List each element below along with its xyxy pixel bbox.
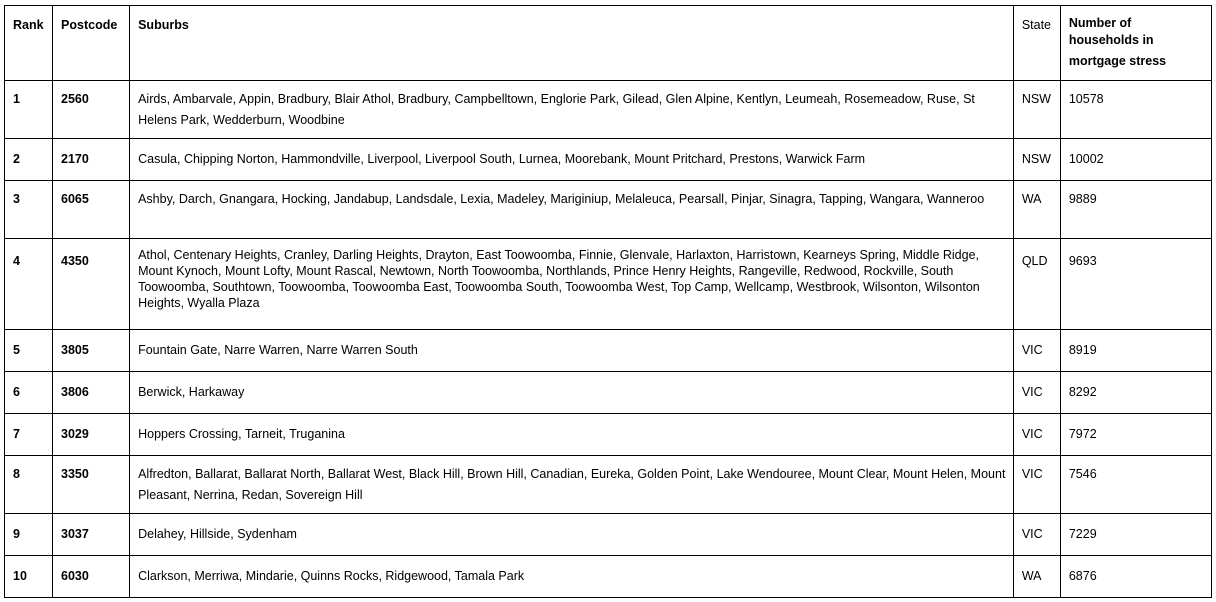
postcode-cell: 3805 [53,330,130,372]
rank-cell: 3 [5,181,53,239]
suburbs-cell: Hoppers Crossing, Tarneit, Truganina [130,414,1014,456]
postcode-cell: 6065 [53,181,130,239]
state-cell: VIC [1013,330,1060,372]
households-cell: 10002 [1060,139,1211,181]
suburbs-cell: Athol, Centenary Heights, Cranley, Darling Heights, Drayton, East Toowoomba, Finnie, Glenvale, Harlaxton, Harristown, Kearneys Spring, Middle Ridge, Mount Kynoch, Mount Lofty, Mount Rascal, Newtown, North Toowoomba, Northlands, Prince Henry Heights, Rangeville, Redwood, Rockville, South Toowoomba, Southtown, Toowoomba, Toowoomba East, Toowoomba South, Toowoomba West, Top Camp, Wellcamp, Westbrook, Wilsonton, Wilsonton Heights, Wyalla Plaza [130,239,1014,330]
postcode-cell: 2170 [53,139,130,181]
suburbs-cell: Casula, Chipping Norton, Hammondville, Liverpool, Liverpool South, Lurnea, Moorebank, Mount Pritchard, Prestons, Warwick Farm [130,139,1014,181]
households-cell: 7546 [1060,456,1211,514]
postcode-cell: 3350 [53,456,130,514]
table-row [5,514,1212,556]
suburbs-cell: Delahey, Hillside, Sydenham [130,514,1014,556]
suburbs-cell: Berwick, Harkaway [130,372,1014,414]
postcode-cell: 2560 [53,81,130,139]
postcode-cell: 3037 [53,514,130,556]
households-cell: 8292 [1060,372,1211,414]
header-households [1060,6,1211,81]
header-households-line-2: households in [1068,33,1154,47]
state-cell: VIC [1013,372,1060,414]
households-cell: 7229 [1060,514,1211,556]
table-row [5,456,1212,514]
rank-cell: 5 [5,330,53,372]
rank-cell: 8 [5,456,53,514]
table-row [5,239,1212,330]
state-cell: WA [1013,556,1060,598]
suburbs-cell: Airds, Ambarvale, Appin, Bradbury, Blair Athol, Bradbury, Campbelltown, Englorie Park, Gilead, Glen Alpine, Kentlyn, Leumeah, Rosemeadow, Ruse, St Helens Park, Wedderburn, Woodbine [130,81,1014,139]
rank-cell: 9 [5,514,53,556]
table-row [5,372,1212,414]
households-cell: 7972 [1060,414,1211,456]
postcode-cell: 3806 [53,372,130,414]
suburbs-cell: Ashby, Darch, Gnangara, Hocking, Jandabup, Landsdale, Lexia, Madeley, Mariginiup, Melaleuca, Pearsall, Pinjar, Sinagra, Tapping, Wangara, Wanneroo [130,181,1014,239]
rank-cell: 10 [5,556,53,598]
state-cell: VIC [1013,514,1060,556]
households-cell: 9889 [1060,181,1211,239]
households-cell: 10578 [1060,81,1211,139]
rank-cell: 4 [5,239,53,330]
header-suburbs: Suburbs [130,6,1014,81]
table-row [5,139,1212,181]
state-cell: NSW [1013,139,1060,181]
rank-cell: 6 [5,372,53,414]
rank-cell: 2 [5,139,53,181]
state-cell: NSW [1013,81,1060,139]
rank-cell: 7 [5,414,53,456]
mortgage-stress-table [4,5,1212,598]
header-households-line-1: Number of [1068,16,1132,30]
header-postcode: Postcode [53,6,130,81]
suburbs-cell: Fountain Gate, Narre Warren, Narre Warren South [130,330,1014,372]
rank-cell: 1 [5,81,53,139]
header-households-line-3: mortgage stress [1068,54,1167,68]
households-cell: 9693 [1060,239,1211,330]
households-cell: 8919 [1060,330,1211,372]
suburbs-cell: Alfredton, Ballarat, Ballarat North, Ballarat West, Black Hill, Brown Hill, Canadian, Eureka, Golden Point, Lake Wendouree, Mount Clear, Mount Helen, Mount Pleasant, Nerrina, Redan, Sovereign Hill [130,456,1014,514]
header-rank: Rank [5,6,53,81]
table-row [5,330,1212,372]
state-cell: VIC [1013,456,1060,514]
state-cell: QLD [1013,239,1060,330]
table-row [5,81,1212,139]
header-state: State [1013,6,1060,81]
table-row [5,556,1212,598]
table-row [5,181,1212,239]
table-row [5,414,1212,456]
state-cell: VIC [1013,414,1060,456]
households-cell: 6876 [1060,556,1211,598]
suburbs-cell: Clarkson, Merriwa, Mindarie, Quinns Rocks, Ridgewood, Tamala Park [130,556,1014,598]
state-cell: WA [1013,181,1060,239]
postcode-cell: 6030 [53,556,130,598]
postcode-cell: 4350 [53,239,130,330]
postcode-cell: 3029 [53,414,130,456]
table-header-row [5,6,1212,81]
